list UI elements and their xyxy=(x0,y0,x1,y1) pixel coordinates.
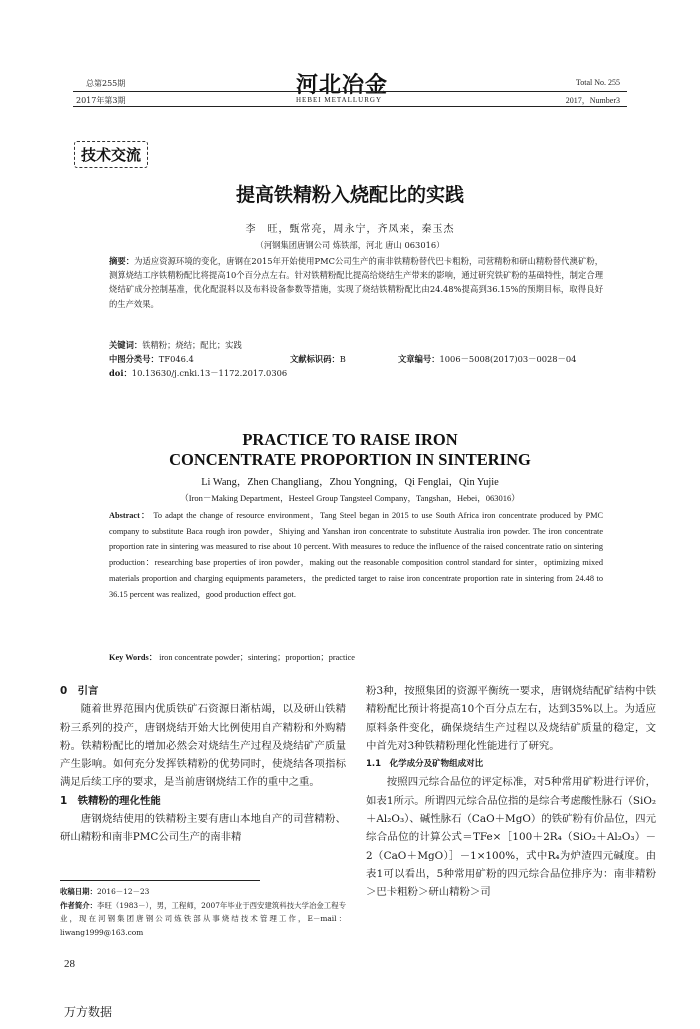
header-issue-number: 2017年第3期 xyxy=(76,96,126,105)
doi-value: 10.13630/j.cnki.13－1172.2017.0306 xyxy=(131,368,288,378)
keywords-en xyxy=(109,650,603,666)
section-0-number: 0 xyxy=(60,685,68,697)
section-0-paragraph: 随着世界范围内优质铁矿石资源日渐枯竭，以及研山铁精粉三系列的投产，唐钢烧结开始大比例使用自产精粉和外购精粉。铁精粉配比的增加必然会对烧结生产过程及烧结矿产质量产生影响。如何充分发挥铁精粉的优势同时，使烧结各项指标满足后续工序的要求，是当前唐钢烧结工作的重中之重。 xyxy=(60,703,346,789)
doi-label: doi： xyxy=(109,368,132,378)
header-issue-total: 总第255期 xyxy=(86,79,126,88)
abstract-en-label: Abstract： xyxy=(109,511,151,520)
abstract-en-text: To adapt the change of resource environment，Tang Steel began in 2015 to use South Africa iron concentrate produced by PMC company to substitute Baca rough iron powder，Shiying and Yanshan iron concentrate to substitute Australia iron powder. The iron concentrate proportion rate in sintering was measured to rise about 10 percent. With measures to reduce the influence of the raised concentrate ratio on sintering production：researching base properties of iron powder，making out the reasonable composition control standard for sinter，optimizing mixed materials proportion and charging equipments parameters，the predicted target to raise iron concentrate proportion rate in sintering from 24.48 to 36.15 percent was realized，good production effect got. xyxy=(109,511,603,599)
abstract-cn xyxy=(109,254,603,311)
article-label: 文章编号： xyxy=(398,354,440,364)
author-bio xyxy=(60,899,346,940)
abstract-en xyxy=(109,508,603,602)
footnote-rule xyxy=(60,880,260,881)
watermark: 万方数据 xyxy=(64,1005,113,1019)
keywords-en-label: Key Words： xyxy=(109,653,158,662)
section-tag: 技术交流 xyxy=(74,141,148,168)
paper-title-en xyxy=(0,430,700,470)
abstract-cn-label: 摘要： xyxy=(109,256,135,266)
affiliation-cn: （河钢集团唐钢公司 炼铁部，河北 唐山 063016） xyxy=(255,240,445,250)
keywords-cn xyxy=(109,338,603,352)
section-0-heading xyxy=(60,682,346,700)
header-rule-top xyxy=(73,91,627,92)
keywords-en-text: iron concentrate powder；sintering；proportion；practice xyxy=(159,653,355,662)
received-date xyxy=(60,885,346,899)
journal-subtitle: HEBEI METALLURGY xyxy=(296,96,383,104)
left-column xyxy=(60,682,346,847)
received-value: 2016－12－23 xyxy=(96,887,150,896)
article-value: 1006－5008(2017)03－0028－04 xyxy=(439,354,577,364)
article-number xyxy=(398,352,576,366)
abstract-cn-text: 为适应资源环境的变化，唐钢在2015年开始使用PMC公司生产的南非铁精粉替代巴卡粗粉，司营精粉和研山精粉替代澳矿粉，测算烧结工序铁精粉配比将提高10个百分点左右。针对铁精粉配比提高给烧结生产带来的影响，通过研究铁矿粉的基础特性，制定合理烧结矿成分控制基准，优化配混料以及布料设备参数等措施，实现了烧结铁精粉配比由24.48%提高到36.15%的预期目标，取得良好的生产效果。 xyxy=(109,256,603,309)
paper-title-en-line1: PRACTICE TO RAISE IRON xyxy=(242,430,458,449)
clc-label: 中图分类号： xyxy=(109,354,159,364)
paper-title-en-line2: CONCENTRATE PROPORTION IN SINTERING xyxy=(169,450,531,469)
clc-value: TF046.4 xyxy=(158,354,194,364)
keywords-cn-label: 关键词： xyxy=(109,340,143,350)
clc-number xyxy=(109,352,194,366)
authors-cn: 李 旺，甄常亮，周永宁，齐凤来，秦玉杰 xyxy=(245,224,455,235)
right-paragraph-2: 按照四元综合品位的评定标准，对5种常用矿粉进行评价，如表1所示。所谓四元综合品位指的是综合考虑酸性脉石（SiO₂＋Al₂O₃）、碱性脉石（CaO＋MgO）的铁矿粉有价品位，四元综合品位的计算公式＝TFe×［100＋2R₄（SiO₂＋Al₂O₃）－2（CaO＋MgO）］－1×100%，式中R₄为炉渣四元碱度。由表1可以看出，5种常用矿粉的四元综合品位排序为：南非精粉＞巴卡粗粉＞研山精粉＞司 xyxy=(366,776,656,899)
section-1-heading xyxy=(60,792,346,810)
author-bio-label: 作者简介： xyxy=(60,900,98,910)
header-number: 2017，Number3 xyxy=(565,96,620,105)
doc-label: 文献标识码： xyxy=(290,354,340,364)
section-1-title: 铁精粉的理化性能 xyxy=(77,794,161,807)
journal-logo: 河北冶金 xyxy=(296,72,389,98)
authors-en: Li Wang，Zhen Changliang，Zhou Yongning，Qi Fenglai，Qin Yujie xyxy=(201,477,499,488)
subsection-1-1-title: 化学成分及矿物组成对比 xyxy=(389,759,484,770)
received-label: 收稿日期： xyxy=(60,887,97,896)
section-1-number: 1 xyxy=(60,794,68,807)
subsection-1-1-heading xyxy=(366,755,656,773)
doc-value: B xyxy=(339,354,346,364)
document-code xyxy=(290,352,346,366)
doi xyxy=(109,366,287,380)
section-0-title: 引言 xyxy=(77,685,99,697)
right-column xyxy=(366,682,656,902)
section-1-paragraph: 唐钢烧结使用的铁精粉主要有唐山本地自产的司营精粉、研山精粉和南非PMC公司生产的南非精 xyxy=(60,813,346,844)
author-bio-text: 李旺（1983－），男，工程师，2007年毕业于西安建筑科技大学冶金工程专业，现在河钢集团唐钢公司炼铁部从事烧结技术管理工作，E－mail：liwang1999@163.com xyxy=(60,900,346,937)
page-number: 28 xyxy=(64,958,75,970)
subsection-1-1-number: 1.1 xyxy=(366,759,382,770)
paper-title-cn: 提高铁精粉入烧配比的实践 xyxy=(235,184,464,206)
affiliation-en: （Iron－Making Department，Hesteel Group Tangsteel Company，Tangshan，Hebei，063016） xyxy=(180,493,520,503)
keywords-cn-text: 铁精粉；烧结；配比；实践 xyxy=(142,340,242,350)
header-total-no: Total No. 255 xyxy=(575,78,620,87)
footnote xyxy=(60,885,346,939)
header-rule-bottom xyxy=(73,106,627,107)
right-paragraph-1: 粉3种，按照集团的资源平衡统一要求，唐钢烧结配矿结构中铁精粉配比预计将提高10个百分点左右，达到35%以上。为适应原料条件变化，确保烧结生产过程以及烧结矿质量的稳定，文中首先对3种铁精粉理化性能进行了研究。 xyxy=(366,685,656,752)
